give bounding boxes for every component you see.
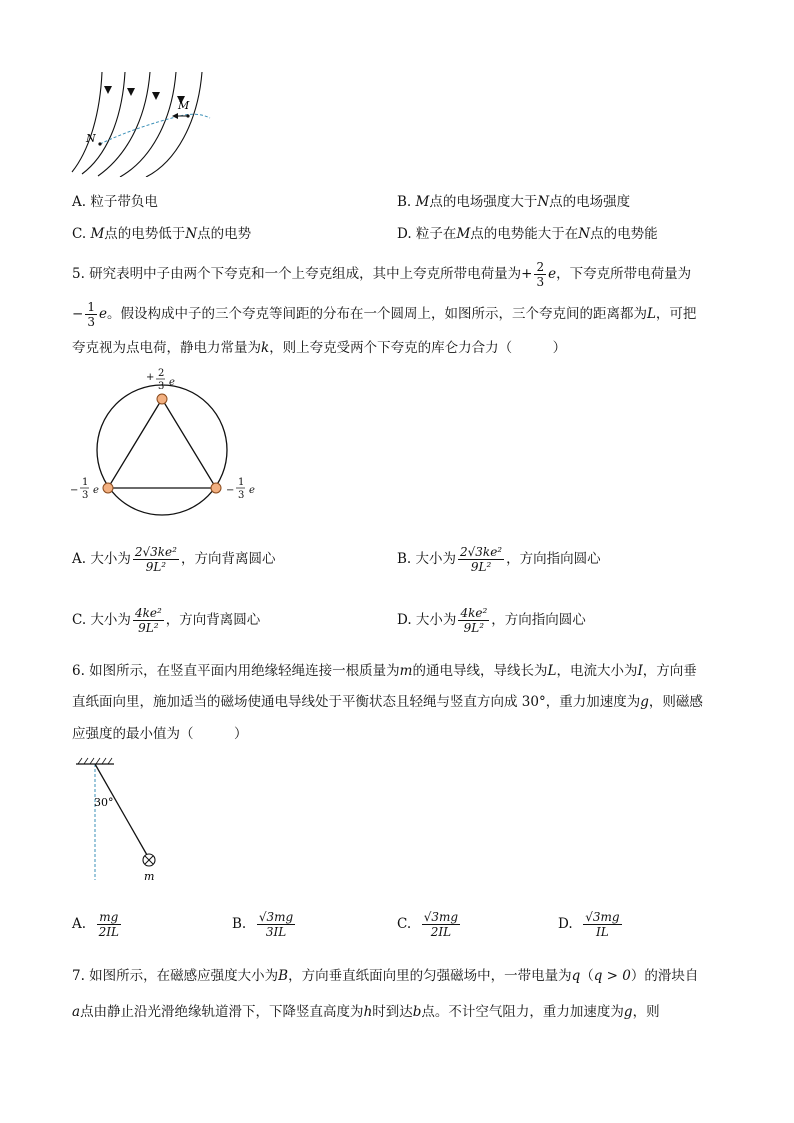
quark-circle-figure xyxy=(66,366,266,516)
angle-label: 30° xyxy=(94,796,114,809)
q4-option-d[interactable]: D. 粒子在M点的电势能大于在N点的电势能 xyxy=(397,226,658,242)
q4-option-c[interactable]: C. M点的电势低于N点的电势 xyxy=(72,226,252,242)
svg-text:+: + xyxy=(146,372,155,383)
fraction: $\frac{√3mg}{IL}$ xyxy=(585,910,620,939)
q5-option-b[interactable]: B. 大小为 $\frac{\text{2√3ke²}}{\text{9L²}}$ ，方向指向圆心 xyxy=(397,545,601,574)
label-m: M xyxy=(178,99,190,112)
fraction: $\frac{√3mg}{3IL}$ xyxy=(258,910,294,939)
fraction: $\frac{\text{2√3ke²}}{\text{9L²}}$ xyxy=(460,545,503,574)
svg-text:e: e xyxy=(93,485,99,496)
q5-option-d[interactable]: D. 大小为 $\frac{\text{4ke²}}{\text{9L²}}$ ，方向指向圆心 xyxy=(397,606,586,635)
q6-option-c[interactable]: C. $\frac{√3mg}{2IL}$ xyxy=(397,910,459,939)
svg-text:1: 1 xyxy=(82,477,89,488)
q6-stem-line3: 应强度的最小值为（ ） xyxy=(72,726,248,742)
q7-stem-line1: 7. 如图所示，在磁感应强度大小为B，方向垂直纸面向里的匀强磁场中，一带电量为q（q > 0）的滑块自 xyxy=(72,968,699,984)
q5-stem-line3: 夸克视为点电荷，静电力常量为k，则上夸克受两个下夸克的库仑力合力（ ） xyxy=(72,340,567,356)
q7-stem-line2: a点由静止沿光滑绝缘轨道滑下，下降竖直高度为h时到达b点。不计空气阻力，重力加速度为g，则 xyxy=(72,1004,660,1020)
hanging-wire-figure xyxy=(70,756,190,886)
q5-option-a[interactable]: A. 大小为 $\frac{\text{2√3ke²}}{\text{9L²}}$ ，方向背离圆心 xyxy=(72,545,276,574)
svg-text:−: − xyxy=(226,485,235,496)
label-n: N xyxy=(86,132,96,145)
q5-option-c[interactable]: C. 大小为 $\frac{\text{4ke²}}{\text{9L²}}$ ，方向背离圆心 xyxy=(72,606,261,635)
q4-option-a[interactable]: A. 粒子带负电 xyxy=(72,194,158,210)
svg-text:3: 3 xyxy=(238,490,245,501)
svg-text:3: 3 xyxy=(158,381,165,392)
q5-stem-line1: 5. 研究表明中子由两个下夸克和一个上夸克组成，其中上夸克所带电荷量为+ $\frac{2}{3}$ e，下夸克所带电荷量为 xyxy=(72,260,692,289)
q6-stem-line1: 6. 如图所示，在竖直平面内用绝缘轻绳连接一根质量为m的通电导线，导线长为L，电流大小为I，方向垂 xyxy=(72,663,697,679)
svg-text:2: 2 xyxy=(158,368,165,379)
mass-label: m xyxy=(144,870,155,883)
fraction: $\frac{1}{3}$ xyxy=(87,300,95,329)
svg-text:1: 1 xyxy=(238,477,245,488)
field-line-figure xyxy=(70,72,220,177)
q5-stem-line2: − $\frac{1}{3}$ e。假设构成中子的三个夸克等间距的分布在一个圆周上，如图所示，三个夸克间的距离都为L，可把 xyxy=(72,300,697,329)
q6-option-a[interactable]: A. $\frac{mg}{2IL}$ xyxy=(72,910,119,939)
svg-text:−: − xyxy=(70,485,79,496)
q6-option-b[interactable]: B. $\frac{√3mg}{3IL}$ xyxy=(232,910,294,939)
svg-text:3: 3 xyxy=(82,490,89,501)
q6-stem-line2: 直纸面向里，施加适当的磁场使通电导线处于平衡状态且轻绳与竖直方向成 30°，重力加速度为g，则磁感 xyxy=(72,694,703,710)
fraction: $\frac{2}{3}$ xyxy=(536,260,545,289)
fraction: $\frac{\text{2√3ke²}}{\text{9L²}}$ xyxy=(134,545,177,574)
svg-text:e: e xyxy=(249,485,255,496)
fraction: $\frac{\text{4ke²}}{\text{9L²}}$ xyxy=(134,606,162,635)
q6-option-d[interactable]: D. $\frac{√3mg}{IL}$ xyxy=(558,910,620,939)
q4-option-b[interactable]: B. M点的电场强度大于N点的电场强度 xyxy=(397,194,631,210)
svg-text:e: e xyxy=(169,377,175,388)
fraction: $\frac{√3mg}{2IL}$ xyxy=(423,910,459,939)
fraction: $\frac{mg}{2IL}$ xyxy=(98,910,119,939)
fraction: $\frac{\text{4ke²}}{\text{9L²}}$ xyxy=(460,606,488,635)
